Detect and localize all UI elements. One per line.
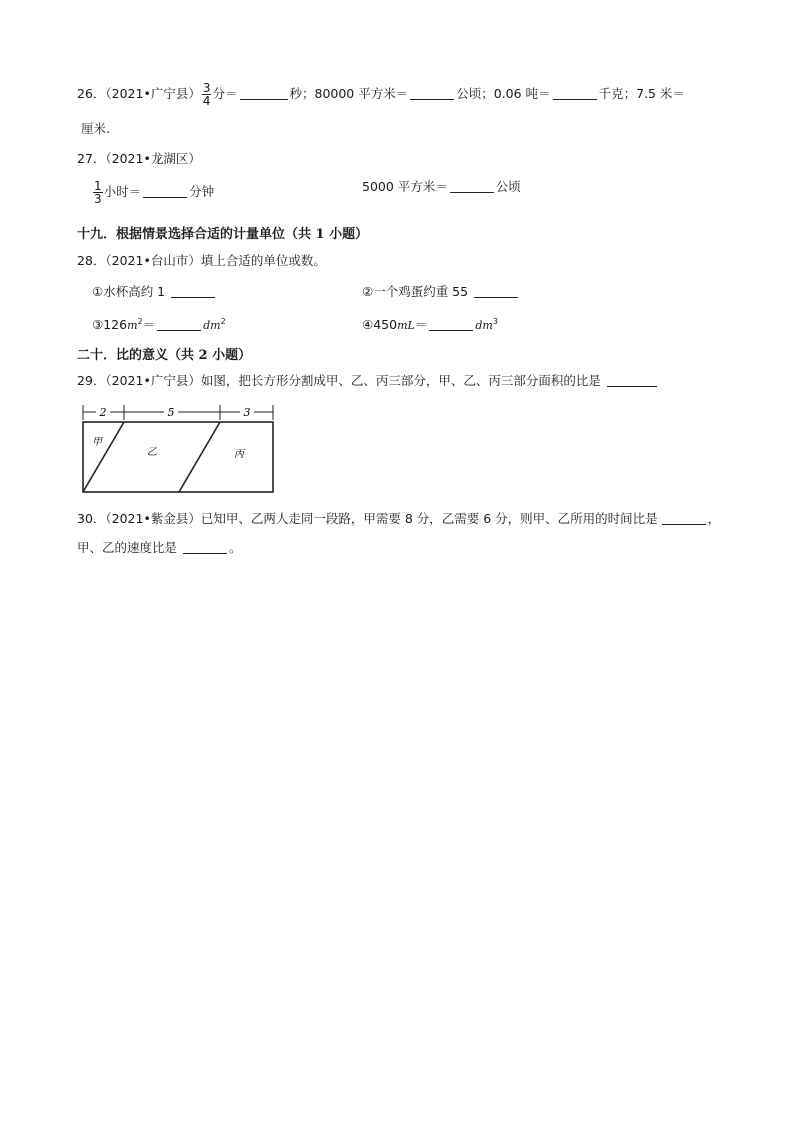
question-27: [77, 150, 201, 168]
answer-blank[interactable]: [143, 183, 187, 198]
answer-blank[interactable]: [662, 510, 706, 525]
question-28-item-2: ②一个鸡蛋约重 55: [362, 283, 520, 301]
answer-blank[interactable]: [450, 178, 494, 193]
segment-label-2: 5: [167, 406, 175, 419]
answer-blank[interactable]: [607, 372, 657, 387]
divider-line-2: [179, 422, 220, 492]
question-number: 30．: [77, 511, 106, 526]
question-number: 27．: [77, 151, 106, 166]
question-number: 28．: [77, 253, 106, 268]
segment-label-3: 3: [243, 406, 251, 419]
question-source: （2021•广宁县）: [105, 373, 201, 388]
section-heading-19: 十九．根据情景选择合适的计量单位（共 1 小题）: [77, 227, 369, 242]
segment-label-1: 2: [99, 406, 107, 419]
question-30: 30．（2021•紫金县）已知甲、乙两人走同一段路，甲需要 8 分，乙需要 6 分，则甲、乙所用的时间比是 ，: [77, 511, 721, 526]
fraction: $\frac{3}{4}$: [202, 81, 211, 108]
question-29: [77, 372, 659, 390]
section-heading-20: 二十．比的意义（共 2 小题）: [77, 348, 252, 363]
question-26-cont: 厘米.: [81, 121, 110, 136]
answer-blank[interactable]: [183, 539, 227, 554]
answer-blank[interactable]: [429, 316, 473, 331]
question-27-part1: $\frac{1}{3}$ 小时＝ 分钟: [94, 179, 215, 206]
answer-blank[interactable]: [157, 316, 201, 331]
question-28: [77, 252, 326, 270]
question-28-item-3: $③126m^2= dm^2$: [92, 317, 226, 333]
question-number: 29．: [77, 373, 106, 388]
answer-blank[interactable]: [240, 85, 288, 100]
answer-blank[interactable]: [553, 85, 597, 100]
question-30-cont: 甲、乙的速度比是 。: [77, 540, 242, 555]
question-stem: 已知甲、乙两人走同一段路，甲需要 8 分，乙需要 6 分，则甲、乙所用的时间比是: [200, 511, 658, 526]
answer-blank[interactable]: [474, 283, 518, 298]
question-28-item-1: ①水杯高约 1: [92, 283, 217, 301]
question-stem: 如图，把长方形分割成甲、乙、丙三部分，甲、乙、丙三部分面积的比是: [200, 373, 601, 388]
answer-blank[interactable]: [171, 283, 215, 298]
answer-blank[interactable]: [410, 85, 454, 100]
question-source: （2021•龙湖区）: [105, 151, 201, 166]
question-stem: 填上合适的单位或数。: [200, 253, 326, 268]
question-26: 26．（2021•广宁县） $\frac{3}{4}$ 分＝ 秒；80000 平方米＝ 公顷；0.06 吨＝ 千克；7.5 米＝: [77, 81, 685, 108]
fraction: $\frac{1}{3}$: [94, 179, 102, 206]
region-label-jia: 甲: [92, 437, 102, 448]
question-source: （2021•广宁县）: [105, 86, 201, 101]
region-label-bing: 丙: [234, 449, 244, 460]
question-27-part2: 5000 平方米＝ 公顷: [362, 179, 521, 194]
question-number: 26．: [77, 86, 106, 101]
divider-line-1: [83, 422, 124, 492]
rectangle-partition-figure: [80, 402, 280, 494]
outer-rectangle: [83, 422, 273, 492]
question-28-item-4: ④450mL＝ $dm^3$: [362, 317, 498, 333]
question-source: （2021•紫金县）: [105, 511, 201, 526]
region-label-yi: 乙: [147, 447, 157, 458]
question-source: （2021•台山市）: [105, 253, 201, 268]
